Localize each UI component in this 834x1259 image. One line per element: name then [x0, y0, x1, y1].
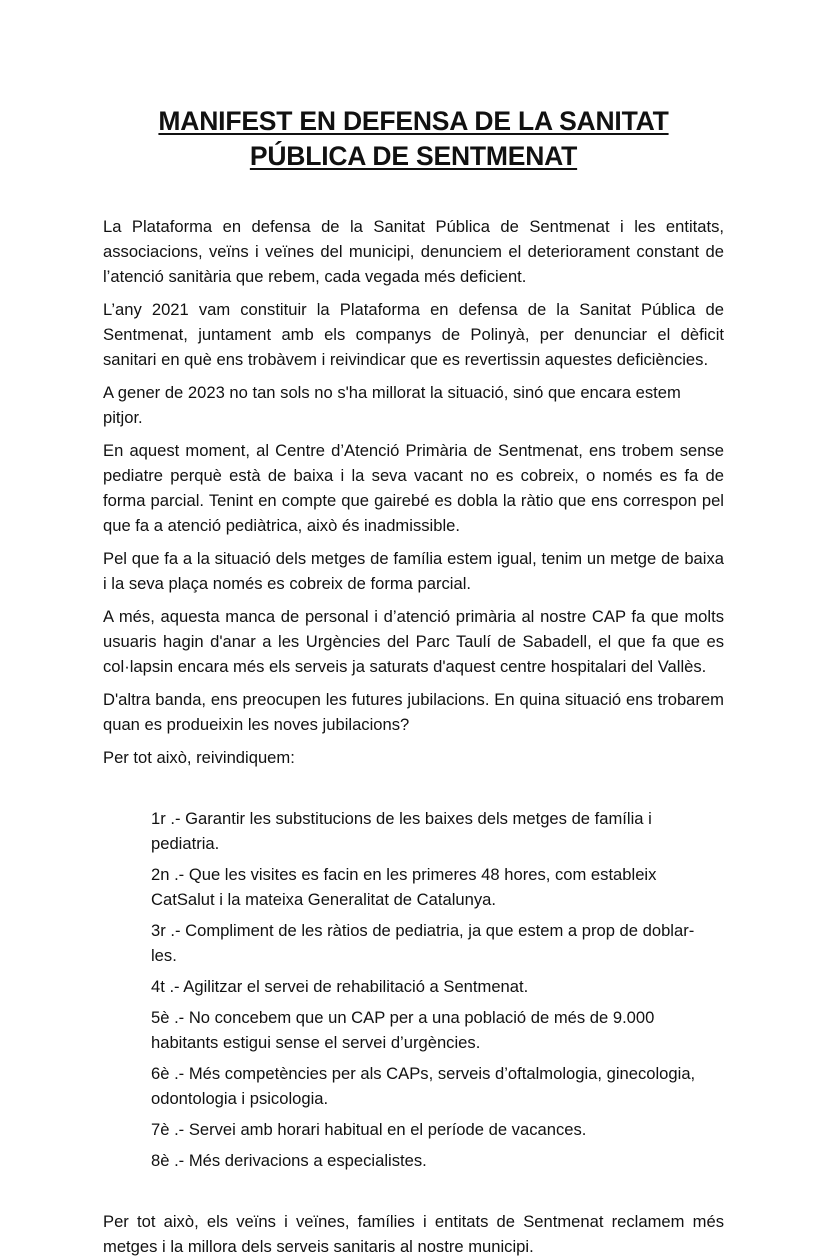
- demands-list: [103, 806, 724, 1173]
- list-item: 1r .- Garantir les substitucions de les baixes dels metges de família i pediatria.: [151, 809, 652, 853]
- paragraph-current-situation: A gener de 2023 no tan sols no s'ha millorat la situació, sinó que encara estem pitjor.: [103, 383, 681, 427]
- title-line-1: MANIFEST EN DEFENSA DE LA SANITAT: [158, 106, 669, 136]
- paragraph-history: L’any 2021 vam constituir la Plataforma en defensa de la Sanitat Pública de Sentmenat, juntament amb els companys de Polinyà, per denunciar el dèficit sanitari en què ens trobàvem i reivindicar que es revertissin aquestes deficiències.: [103, 300, 724, 369]
- list-item: 4t .- Agilitzar el servei de rehabilitació a Sentmenat.: [151, 977, 529, 996]
- list-item: 7è .- Servei amb horari habitual en el període de vacances.: [151, 1120, 587, 1139]
- paragraph-emergencies: A més, aquesta manca de personal i d’atenció primària al nostre CAP fa que molts usuaris hagin d'anar a les Urgències del Parc Taulí de Sabadell, el que fa que es col·lapsin encara més els serveis ja saturats d'aquest centre hospitalari del Vallès.: [103, 607, 724, 676]
- paragraph-family-doctors: Pel que fa a la situació dels metges de família estem igual, tenim un metge de baixa i la seva plaça només es cobreix de forma parcial.: [103, 549, 724, 593]
- paragraph-intro: La Plataforma en defensa de la Sanitat Pública de Sentmenat i les entitats, associacions, veïns i veïnes del municipi, denunciem el deteriorament constant de l’atenció sanitària que rebem, cada vegada més deficient.: [103, 217, 724, 286]
- document-body: [103, 214, 724, 1259]
- paragraph-pediatrics: En aquest moment, al Centre d’Atenció Primària de Sentmenat, ens trobem sense pediatre perquè està de baixa i la seva vacant no es cobreix, o només es fa de forma parcial. Tenint en compte que gairebé es dobla la ràtio que ens correspon pel que fa a atenció pediàtrica, això és inadmissible.: [103, 441, 724, 535]
- paragraph-demands-intro: Per tot això, reivindiquem:: [103, 748, 295, 767]
- paragraph-closing: Per tot això, els veïns i veïnes, famílies i entitats de Sentmenat reclamem més metges i la millora dels serveis sanitaris al nostre municipi.: [103, 1212, 724, 1256]
- list-item: 5è .- No concebem que un CAP per a una població de més de 9.000 habitants estigui sense el servei d’urgències.: [151, 1008, 655, 1052]
- title-line-2: PÚBLICA DE SENTMENAT: [249, 141, 578, 171]
- list-item: 6è .- Més competències per als CAPs, serveis d’oftalmologia, ginecologia, odontologia i psicologia.: [151, 1064, 696, 1108]
- paragraph-retirements: D'altra banda, ens preocupen les futures jubilacions. En quina situació ens trobarem quan es produeixin les noves jubilacions?: [103, 690, 724, 734]
- list-item: 2n .- Que les visites es facin en les primeres 48 hores, com estableix CatSalut i la mateixa Generalitat de Catalunya.: [151, 865, 657, 909]
- document-title: [103, 0, 724, 174]
- list-item: 3r .- Compliment de les ràtios de pediatria, ja que estem a prop de doblar-les.: [151, 921, 695, 965]
- list-item: 8è .- Més derivacions a especialistes.: [151, 1151, 427, 1170]
